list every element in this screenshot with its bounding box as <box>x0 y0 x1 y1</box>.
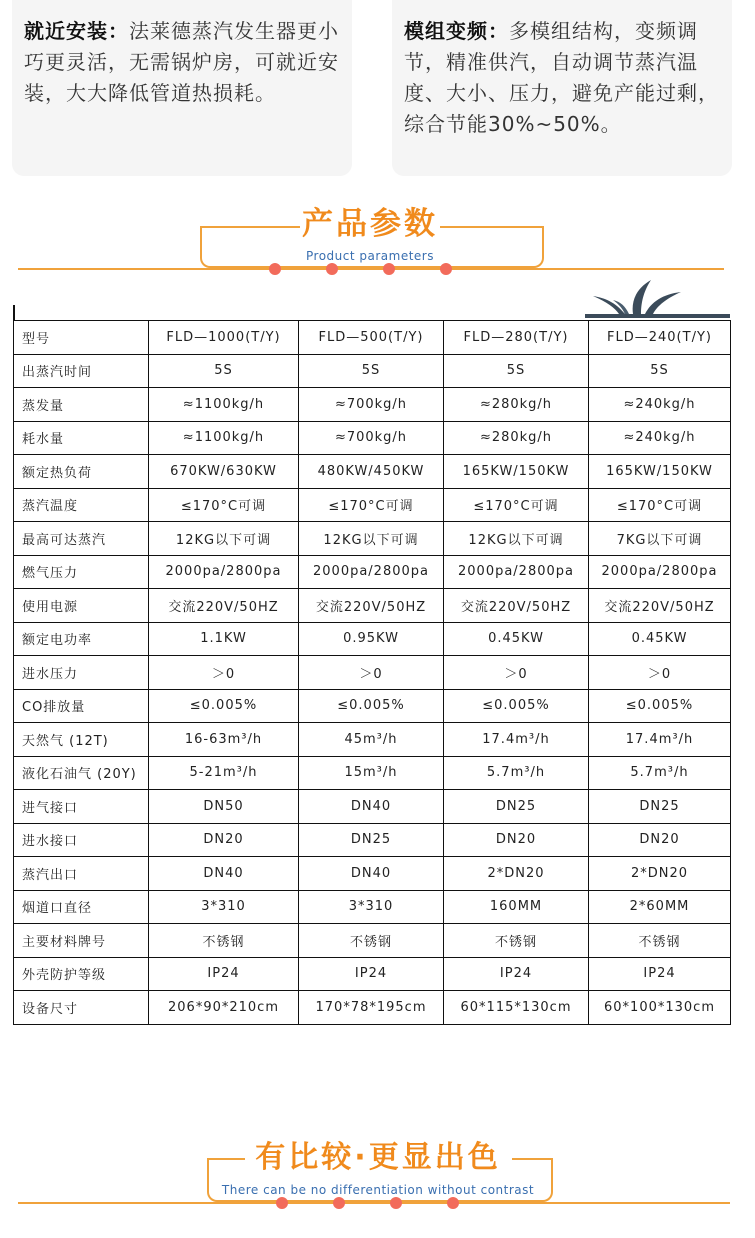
table-cell: 60*115*130cm <box>444 991 589 1025</box>
table-cell: DN50 <box>149 790 299 824</box>
table-row <box>14 723 731 757</box>
table-cell: 2000pa/2800pa <box>149 555 299 589</box>
table-cell: DN25 <box>299 823 444 857</box>
row-label: 蒸发量 <box>14 388 149 422</box>
table-row <box>14 890 731 924</box>
row-label: 进水压力 <box>14 656 149 690</box>
table-cell: 5.7m³/h <box>589 756 731 790</box>
table-cell: 5S <box>444 354 589 388</box>
feature-card-modular-text <box>404 16 722 140</box>
row-label: 燃气压力 <box>14 555 149 589</box>
row-label: 蒸汽出口 <box>14 857 149 891</box>
table-row <box>14 924 731 958</box>
table-cell: IP24 <box>149 957 299 991</box>
table-row <box>14 689 731 723</box>
table-cell: 12KG以下可调 <box>444 522 589 556</box>
table-row <box>14 421 731 455</box>
table-cell: ≤0.005% <box>589 689 731 723</box>
table-row <box>14 756 731 790</box>
table-cell: ≤0.005% <box>444 689 589 723</box>
table-cell: 5S <box>299 354 444 388</box>
section-divider-line <box>18 1202 730 1204</box>
table-edge-tick <box>13 305 15 321</box>
table-cell: 1.1KW <box>149 622 299 656</box>
table-cell: 2*DN20 <box>444 857 589 891</box>
row-label: 进气接口 <box>14 790 149 824</box>
decor-dot <box>333 1197 345 1209</box>
feature-card-modular-body: 多模组结构，变频调节，精准供汽，自动调节蒸汽温度、大小、压力，避免产能过剩，综合节能30%~50%。 <box>404 19 719 136</box>
table-row <box>14 656 731 690</box>
row-label: 额定热负荷 <box>14 455 149 489</box>
table-cell: ≤170°C可调 <box>589 488 731 522</box>
decor-dot <box>440 263 452 275</box>
table-cell: 15m³/h <box>299 756 444 790</box>
table-cell: 2*60MM <box>589 890 731 924</box>
table-cell: 12KG以下可调 <box>149 522 299 556</box>
feature-card-install-body: 法莱德蒸汽发生器更小巧更灵活，无需锅炉房，可就近安装，大大降低管道热损耗。 <box>24 19 339 105</box>
table-cell: ≈1100kg/h <box>149 421 299 455</box>
table-cell: 60*100*130cm <box>589 991 731 1025</box>
table-row <box>14 555 731 589</box>
row-label: CO排放量 <box>14 689 149 723</box>
table-cell: DN40 <box>299 857 444 891</box>
section-divider-line <box>18 268 724 270</box>
row-label: 蒸汽温度 <box>14 488 149 522</box>
feature-card-install <box>12 0 352 176</box>
row-label: 型号 <box>14 321 149 355</box>
table-cell: DN20 <box>444 823 589 857</box>
table-cell: DN40 <box>149 857 299 891</box>
table-cell: 170*78*195cm <box>299 991 444 1025</box>
table-cell: FLD—1000(T/Y) <box>149 321 299 355</box>
table-row <box>14 455 731 489</box>
table-cell: IP24 <box>299 957 444 991</box>
table-cell: 12KG以下可调 <box>299 522 444 556</box>
row-label: 烟道口直径 <box>14 890 149 924</box>
table-cell: 480KW/450KW <box>299 455 444 489</box>
row-label: 最高可达蒸汽 <box>14 522 149 556</box>
row-label: 液化石油气 (20Y) <box>14 756 149 790</box>
table-cell: 3*310 <box>149 890 299 924</box>
section-subtitle-compare: There can be no differentiation without contrast <box>221 1183 535 1197</box>
decor-dot <box>447 1197 459 1209</box>
table-row <box>14 488 731 522</box>
feature-card-modular-heading: 模组变频： <box>404 19 509 43</box>
table-row <box>14 388 731 422</box>
table-cell: FLD—500(T/Y) <box>299 321 444 355</box>
decor-dot <box>269 263 281 275</box>
section-bracket-top-left <box>200 226 300 228</box>
row-label: 使用电源 <box>14 589 149 623</box>
table-cell: IP24 <box>444 957 589 991</box>
table-cell: ≤0.005% <box>149 689 299 723</box>
row-label: 设备尺寸 <box>14 991 149 1025</box>
table-cell: 7KG以下可调 <box>589 522 731 556</box>
table-cell: 5.7m³/h <box>444 756 589 790</box>
table-cell: DN25 <box>589 790 731 824</box>
table-header-row <box>14 321 731 355</box>
table-cell: 2*DN20 <box>589 857 731 891</box>
feature-card-modular <box>392 0 732 176</box>
row-label: 主要材料牌号 <box>14 924 149 958</box>
table-cell: 交流220V/50HZ <box>299 589 444 623</box>
table-cell: 5S <box>589 354 731 388</box>
table-cell: 165KW/150KW <box>444 455 589 489</box>
decor-dot <box>383 263 395 275</box>
table-cell: 160MM <box>444 890 589 924</box>
table-row <box>14 622 731 656</box>
table-cell: ≈1100kg/h <box>149 388 299 422</box>
table-cell: 0.45KW <box>444 622 589 656</box>
table-cell: 3*310 <box>299 890 444 924</box>
section-title-compare: 有比较·更显出色 <box>255 1140 501 1175</box>
table-cell: 2000pa/2800pa <box>444 555 589 589</box>
table-cell: ＞0 <box>299 656 444 690</box>
table-cell: ≈280kg/h <box>444 388 589 422</box>
table-row <box>14 589 731 623</box>
table-cell: 670KW/630KW <box>149 455 299 489</box>
table-row <box>14 823 731 857</box>
table-cell: ≈240kg/h <box>589 388 731 422</box>
table-cell: ≈240kg/h <box>589 421 731 455</box>
decor-dot <box>326 263 338 275</box>
section-bracket-top-right <box>512 1158 551 1160</box>
table-cell: DN25 <box>444 790 589 824</box>
row-label: 耗水量 <box>14 421 149 455</box>
plant-decoration-icon <box>585 280 730 318</box>
table-cell: 不锈钢 <box>149 924 299 958</box>
section-subtitle-params: Product parameters <box>306 249 434 263</box>
table-cell: 5S <box>149 354 299 388</box>
table-cell: ＞0 <box>589 656 731 690</box>
row-label: 额定电功率 <box>14 622 149 656</box>
table-cell: 交流220V/50HZ <box>149 589 299 623</box>
table-cell: ≤0.005% <box>299 689 444 723</box>
table-cell: FLD—240(T/Y) <box>589 321 731 355</box>
table-cell: FLD—280(T/Y) <box>444 321 589 355</box>
table-cell: ＞0 <box>149 656 299 690</box>
section-title-params: 产品参数 <box>302 206 438 242</box>
table-cell: ≤170°C可调 <box>299 488 444 522</box>
table-cell: 交流220V/50HZ <box>444 589 589 623</box>
row-label: 外壳防护等级 <box>14 957 149 991</box>
table-cell: 2000pa/2800pa <box>299 555 444 589</box>
table-cell: ≤170°C可调 <box>149 488 299 522</box>
row-label: 出蒸汽时间 <box>14 354 149 388</box>
table-cell: ≤170°C可调 <box>444 488 589 522</box>
table-cell: ＞0 <box>444 656 589 690</box>
table-cell: 2000pa/2800pa <box>589 555 731 589</box>
feature-card-install-text <box>24 16 342 109</box>
table-cell: DN20 <box>149 823 299 857</box>
table-cell: 45m³/h <box>299 723 444 757</box>
table-cell: 5-21m³/h <box>149 756 299 790</box>
table-cell: IP24 <box>589 957 731 991</box>
table-row <box>14 354 731 388</box>
table-cell: 165KW/150KW <box>589 455 731 489</box>
table-cell: 不锈钢 <box>589 924 731 958</box>
product-parameters-table <box>13 320 731 1025</box>
table-cell: 0.95KW <box>299 622 444 656</box>
table-row <box>14 522 731 556</box>
table-row <box>14 790 731 824</box>
table-cell: DN20 <box>589 823 731 857</box>
table-cell: 17.4m³/h <box>444 723 589 757</box>
table-cell: 16-63m³/h <box>149 723 299 757</box>
table-cell: 不锈钢 <box>299 924 444 958</box>
table-row <box>14 957 731 991</box>
table-cell: ≈700kg/h <box>299 421 444 455</box>
decor-dot <box>276 1197 288 1209</box>
table-cell: ≈700kg/h <box>299 388 444 422</box>
table-row <box>14 857 731 891</box>
table-cell: 17.4m³/h <box>589 723 731 757</box>
section-bracket-top-right <box>440 226 542 228</box>
row-label: 进水接口 <box>14 823 149 857</box>
row-label: 天然气 (12T) <box>14 723 149 757</box>
decor-dot <box>390 1197 402 1209</box>
table-cell: 206*90*210cm <box>149 991 299 1025</box>
table-cell: 交流220V/50HZ <box>589 589 731 623</box>
table-cell: ≈280kg/h <box>444 421 589 455</box>
table-cell: DN40 <box>299 790 444 824</box>
table-row <box>14 991 731 1025</box>
table-cell: 不锈钢 <box>444 924 589 958</box>
table-cell: 0.45KW <box>589 622 731 656</box>
feature-card-install-heading: 就近安装： <box>24 19 129 43</box>
